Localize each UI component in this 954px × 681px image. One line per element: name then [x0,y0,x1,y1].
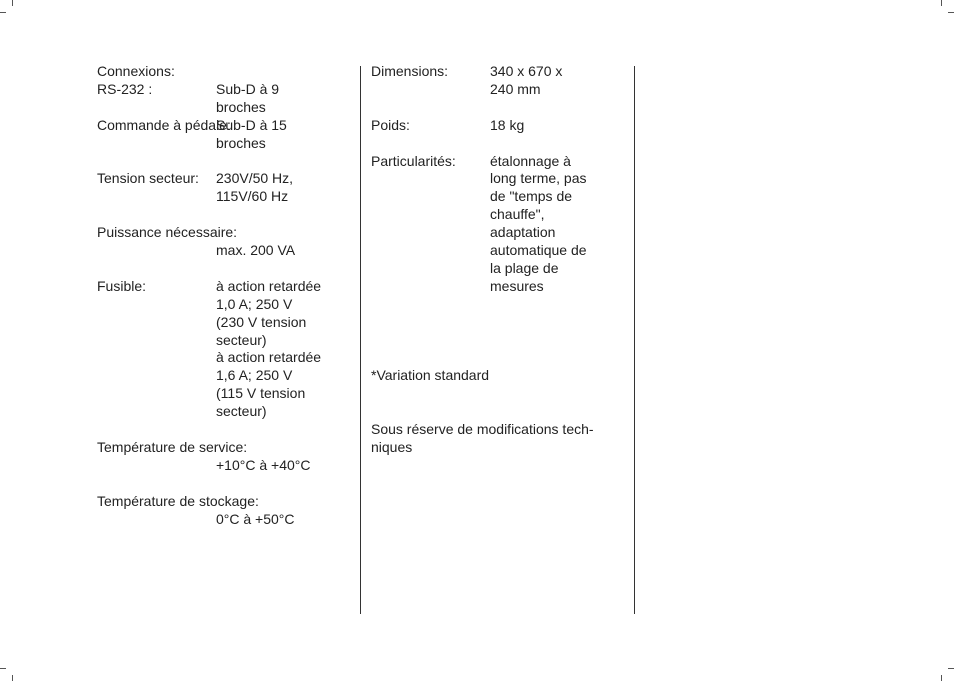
puissance-label: Puissance nécessaire: [97,224,238,241]
connexions-heading: Connexions: [97,63,175,79]
crop-mark-bottom-left-v [12,675,13,681]
crop-mark-top-right-v [941,0,942,6]
spec-row-particularites [371,153,616,296]
spec-row-rs232 [97,81,357,117]
crop-mark-top-left-h [0,12,6,13]
fusible-value: à action retardée 1,0 A; 250 V (230 V tension secteur) à action retardée 1,6 A; 250 V (115 V tension secteur) [216,277,322,420]
puissance-value: max. 200 VA [216,242,296,259]
spec-column-right [371,63,616,457]
pedale-label: Commande à pédale: [97,116,231,133]
tension-value: 230V/50 Hz, 115V/60 Hz [216,170,294,205]
temp-service-value: +10°C à +40°C [216,456,311,473]
poids-value: 18 kg [490,116,525,133]
spec-row-dimensions [371,63,616,99]
spec-row-puissance [97,224,357,260]
spec-row-temp-service [97,439,357,475]
footnote-variation: *Variation standard [371,367,490,384]
dimensions-value: 340 x 670 x 240 mm [490,63,563,97]
temp-stockage-value: 0°C à +50°C [216,510,295,527]
tension-label: Tension secteur: [97,170,199,187]
spec-row-tension [97,170,357,206]
column-divider-right [634,66,635,614]
particularites-value: étalonnage à long terme, pas de "temps de chauffe", adaptation automatique de la plage de mesures [490,152,587,294]
spec-row-poids [371,117,616,135]
crop-mark-bottom-left-h [0,668,6,669]
crop-mark-top-right-h [948,12,954,13]
fusible-label: Fusible: [97,277,147,294]
rs232-value: Sub-D à 9 broches [216,80,280,115]
poids-label: Poids: [371,116,410,133]
spec-row-fusible [97,278,357,421]
spec-column-left [97,63,357,528]
temp-service-label: Température de service: [97,438,248,455]
pedale-value: Sub-D à 15 broches [216,116,287,151]
rs232-label: RS-232 : [97,80,153,97]
dimensions-label: Dimensions: [371,63,449,79]
particularites-label: Particularités: [371,152,456,169]
column-divider-middle [360,66,361,614]
temp-stockage-label: Température de stockage: [97,492,259,509]
spec-row-pedale [97,117,357,153]
crop-mark-top-left-v [12,0,13,6]
disclaimer-text: Sous réserve de modifications tech- niques [371,421,594,455]
crop-mark-bottom-right-v [941,675,942,681]
spec-row-temp-stockage [97,493,357,529]
crop-mark-bottom-right-h [948,668,954,669]
